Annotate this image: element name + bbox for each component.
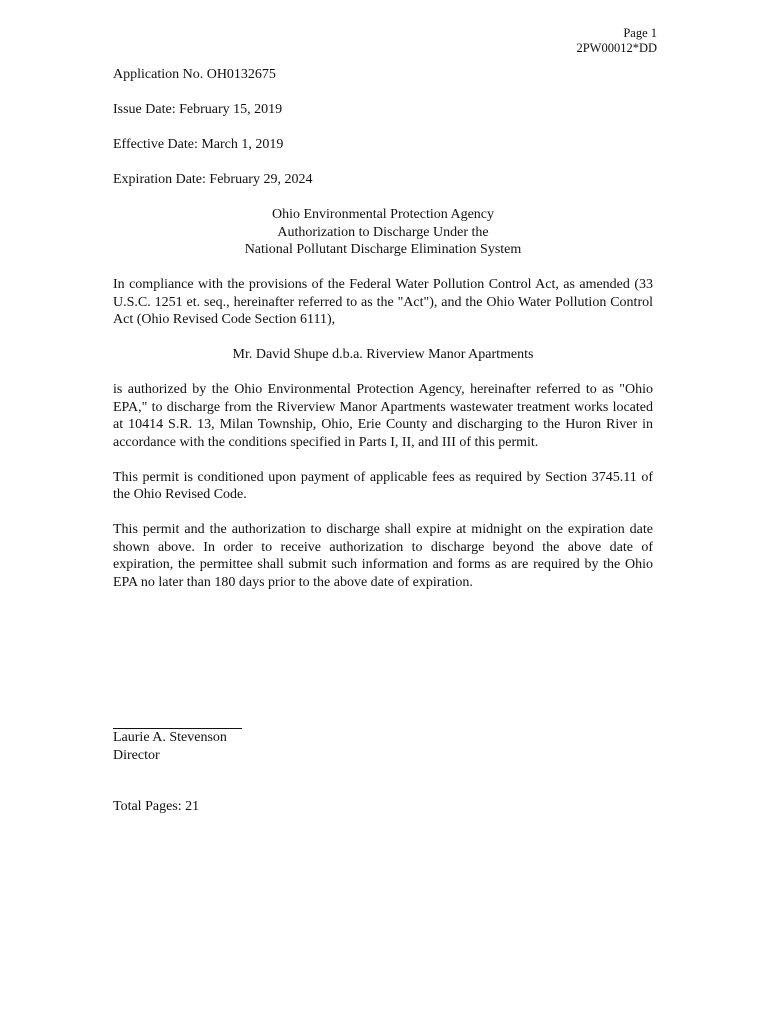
permittee-name: Mr. David Shupe d.b.a. Riverview Manor Apartments <box>232 347 534 362</box>
signatory-title: Director <box>113 747 160 763</box>
expiration-paragraph: This permit and the authorization to discharge shall expire at midnight on the expiration date shown above. In order to receive authorization to discharge beyond the above date of expiration, the permittee shall submit such information and forms as are required by the Ohio EPA no later than 180 days prior to the above date of expiration. <box>113 522 653 590</box>
issue-date: Issue Date: February 15, 2019 <box>113 102 283 117</box>
authorization-heading: Authorization to Discharge Under the <box>277 224 489 240</box>
document-body <box>113 66 653 609</box>
signatory-name: Laurie A. Stevenson <box>113 730 227 745</box>
agency-name: Ohio Environmental Protection Agency <box>271 207 494 222</box>
total-pages: Total Pages: 21 <box>113 799 200 814</box>
expiration-date: Expiration Date: February 29, 2024 <box>113 172 313 187</box>
permit-title-block <box>113 206 653 259</box>
compliance-paragraph: In compliance with the provisions of the Federal Water Pollution Control Act, as amended (33 U.S.C. 1251 et. seq., hereinafter referred to as the "Act"), and the Ohio Water Pollution Control Act (Ohio Revised Code Section 6111), <box>113 277 653 327</box>
page-header <box>576 26 657 56</box>
system-name: National Pollutant Discharge Elimination System <box>244 242 522 257</box>
authorization-paragraph: is authorized by the Ohio Environmental Protection Agency, hereinafter referred to as "Ohio EPA," to discharge from the Riverview Manor Apartments wastewater treatment works located at 10414 S.R. 13, Milan Township, Ohio, Erie County and discharging to the Huron River in accordance with the conditions specified in Parts I, II, and III of this permit. <box>113 382 653 450</box>
signature-block <box>113 712 242 764</box>
document-code: 2PW00012*DD <box>576 41 657 55</box>
application-number: Application No. OH0132675 <box>113 67 276 82</box>
fees-paragraph: This permit is conditioned upon payment of applicable fees as required by Section 3745.11 of the Ohio Revised Code. <box>113 469 653 502</box>
effective-date: Effective Date: March 1, 2019 <box>113 137 284 152</box>
page-number: Page 1 <box>623 26 657 40</box>
